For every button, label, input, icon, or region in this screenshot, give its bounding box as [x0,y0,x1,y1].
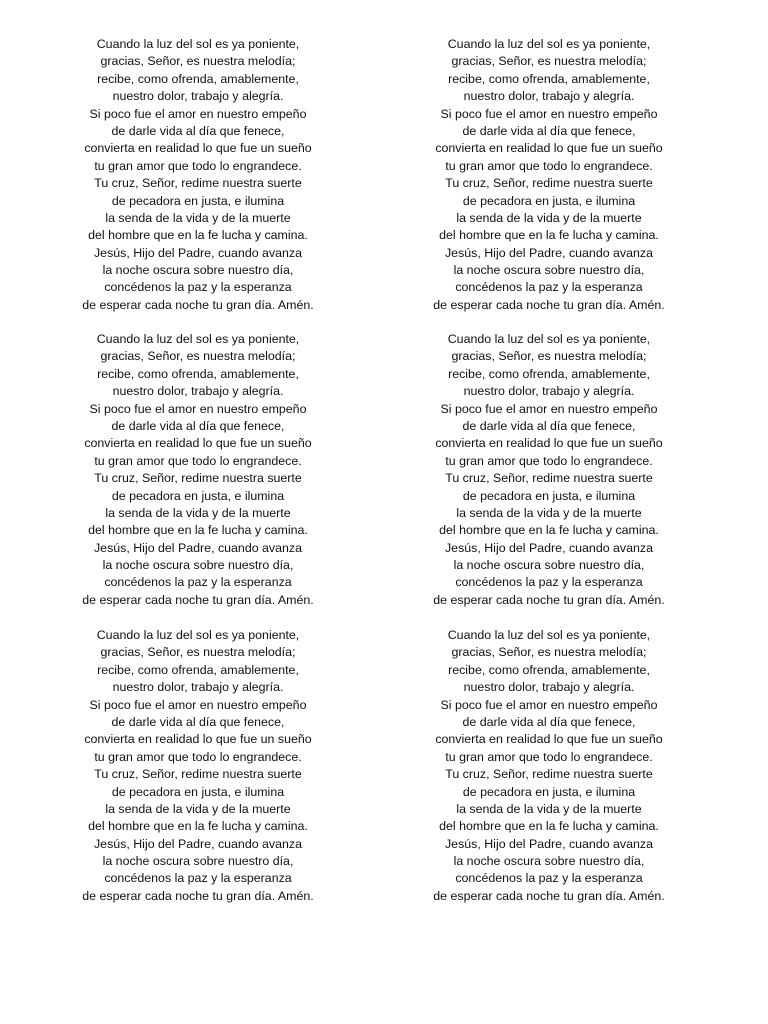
hymn-line: convierta en realidad lo que fue un sueño [435,732,663,747]
hymn-line: recibe, como ofrenda, amablemente, [448,366,650,381]
hymn-line: convierta en realidad lo que fue un sueño [84,141,312,156]
hymn-line: nuestro dolor, trabajo y alegría. [463,680,635,695]
hymn-line: concédenos la paz y la esperanza [455,280,643,295]
hymn-line: Tu cruz, Señor, redime nuestra suerte [94,176,302,191]
hymn-line: de pecadora en justa, e ilumina [111,488,285,503]
hymn-line: Si poco fue el amor en nuestro empeño [89,697,307,712]
hymn-line: gracias, Señor, es nuestra melodía; [100,349,296,364]
hymn-line: del hombre que en la fe lucha y camina. [88,228,308,243]
hymn-line: de esperar cada noche tu gran día. Amén. [433,592,665,607]
hymn-stanza-right-1 [399,36,699,314]
hymn-line: la noche oscura sobre nuestro día, [453,558,645,573]
hymn-line: Jesús, Hijo del Padre, cuando avanza [93,836,302,851]
hymn-line: la noche oscura sobre nuestro día, [102,558,294,573]
hymn-line: Tu cruz, Señor, redime nuestra suerte [445,471,653,486]
hymn-line: Cuando la luz del sol es ya poniente, [447,628,651,642]
hymn-line: recibe, como ofrenda, amablemente, [97,71,299,86]
hymn-line: concédenos la paz y la esperanza [455,575,643,590]
hymn-line: Si poco fue el amor en nuestro empeño [89,401,307,416]
hymn-line: Si poco fue el amor en nuestro empeño [440,106,658,121]
hymn-line: nuestro dolor, trabajo y alegría. [463,89,635,104]
hymn-line: Jesús, Hijo del Padre, cuando avanza [93,245,302,260]
hymn-stanza-right-2 [399,331,699,609]
hymn-line: Jesús, Hijo del Padre, cuando avanza [93,540,302,555]
hymn-line: tu gran amor que todo lo engrandece. [445,749,653,764]
hymn-line: de esperar cada noche tu gran día. Amén. [433,297,665,312]
hymn-line: de darle vida al día que fenece, [462,123,636,138]
hymn-line: de esperar cada noche tu gran día. Amén. [82,888,314,903]
hymn-line: de darle vida al día que fenece, [462,418,636,433]
hymn-line: gracias, Señor, es nuestra melodía; [451,349,647,364]
hymn-line: tu gran amor que todo lo engrandece. [445,158,653,173]
hymn-line: gracias, Señor, es nuestra melodía; [100,54,296,69]
hymn-line: del hombre que en la fe lucha y camina. [439,228,659,243]
hymn-line: nuestro dolor, trabajo y alegría. [463,384,635,399]
hymn-line: Cuando la luz del sol es ya poniente, [447,37,651,51]
hymn-line: la senda de la vida y de la muerte [456,801,642,816]
hymn-line: Jesús, Hijo del Padre, cuando avanza [444,836,653,851]
hymn-line: la noche oscura sobre nuestro día, [453,263,645,278]
hymn-line: gracias, Señor, es nuestra melodía; [451,54,647,69]
hymn-line: tu gran amor que todo lo engrandece. [94,158,302,173]
hymn-line: Tu cruz, Señor, redime nuestra suerte [445,767,653,782]
hymn-line: convierta en realidad lo que fue un sueño [435,436,663,451]
hymn-line: recibe, como ofrenda, amablemente, [97,366,299,381]
hymn-line: de esperar cada noche tu gran día. Amén. [82,297,314,312]
hymn-line: recibe, como ofrenda, amablemente, [448,71,650,86]
hymn-line: recibe, como ofrenda, amablemente, [97,662,299,677]
hymn-line: la senda de la vida y de la muerte [456,505,642,520]
hymn-line: Si poco fue el amor en nuestro empeño [440,401,658,416]
hymn-line: Tu cruz, Señor, redime nuestra suerte [94,471,302,486]
hymn-line: gracias, Señor, es nuestra melodía; [100,645,296,660]
hymn-line: de pecadora en justa, e ilumina [111,784,285,799]
hymn-line: la senda de la vida y de la muerte [105,505,291,520]
hymn-line: tu gran amor que todo lo engrandece. [94,453,302,468]
hymn-line: Jesús, Hijo del Padre, cuando avanza [444,540,653,555]
hymn-line: gracias, Señor, es nuestra melodía; [451,645,647,660]
hymn-line: la noche oscura sobre nuestro día, [102,263,294,278]
hymn-line: del hombre que en la fe lucha y camina. [88,523,308,538]
hymn-line: nuestro dolor, trabajo y alegría. [112,680,284,695]
hymn-stanza-left-3 [48,627,348,905]
hymn-line: de esperar cada noche tu gran día. Amén. [433,888,665,903]
hymn-line: Cuando la luz del sol es ya poniente, [447,332,651,346]
hymn-line: convierta en realidad lo que fue un sueño [84,436,312,451]
hymn-line: concédenos la paz y la esperanza [455,871,643,886]
hymn-line: Cuando la luz del sol es ya poniente, [96,628,300,642]
hymn-line: la senda de la vida y de la muerte [105,210,291,225]
hymn-stanza-right-3 [399,627,699,905]
hymn-line: del hombre que en la fe lucha y camina. [439,819,659,834]
hymn-line: de darle vida al día que fenece, [111,123,285,138]
hymn-line: nuestro dolor, trabajo y alegría. [112,384,284,399]
hymn-line: la noche oscura sobre nuestro día, [102,854,294,869]
hymn-line: Tu cruz, Señor, redime nuestra suerte [445,176,653,191]
hymn-line: de pecadora en justa, e ilumina [462,488,636,503]
hymn-line: del hombre que en la fe lucha y camina. [439,523,659,538]
hymn-line: Tu cruz, Señor, redime nuestra suerte [94,767,302,782]
hymn-line: Cuando la luz del sol es ya poniente, [96,332,300,346]
hymn-line: concédenos la paz y la esperanza [104,575,292,590]
hymn-line: la senda de la vida y de la muerte [105,801,291,816]
hymn-line: recibe, como ofrenda, amablemente, [448,662,650,677]
hymn-line: de darle vida al día que fenece, [462,714,636,729]
hymn-line: de pecadora en justa, e ilumina [462,784,636,799]
hymn-line: concédenos la paz y la esperanza [104,280,292,295]
hymn-line: de pecadora en justa, e ilumina [462,193,636,208]
hymn-line: la noche oscura sobre nuestro día, [453,854,645,869]
hymn-line: Jesús, Hijo del Padre, cuando avanza [444,245,653,260]
hymn-line: Cuando la luz del sol es ya poniente, [96,37,300,51]
hymn-line: Si poco fue el amor en nuestro empeño [89,106,307,121]
hymn-line: nuestro dolor, trabajo y alegría. [112,89,284,104]
hymn-line: de darle vida al día que fenece, [111,418,285,433]
hymn-line: convierta en realidad lo que fue un sueño [84,732,312,747]
hymn-line: de darle vida al día que fenece, [111,714,285,729]
hymn-line: de esperar cada noche tu gran día. Amén. [82,592,314,607]
hymn-stanza-left-1 [48,36,348,314]
hymn-stanza-left-2 [48,331,348,609]
hymn-line: Si poco fue el amor en nuestro empeño [440,697,658,712]
hymn-line: del hombre que en la fe lucha y camina. [88,819,308,834]
hymn-line: de pecadora en justa, e ilumina [111,193,285,208]
hymn-line: concédenos la paz y la esperanza [104,871,292,886]
hymn-line: la senda de la vida y de la muerte [456,210,642,225]
hymn-line: tu gran amor que todo lo engrandece. [445,453,653,468]
hymn-line: convierta en realidad lo que fue un sueño [435,141,663,156]
hymn-line: tu gran amor que todo lo engrandece. [94,749,302,764]
